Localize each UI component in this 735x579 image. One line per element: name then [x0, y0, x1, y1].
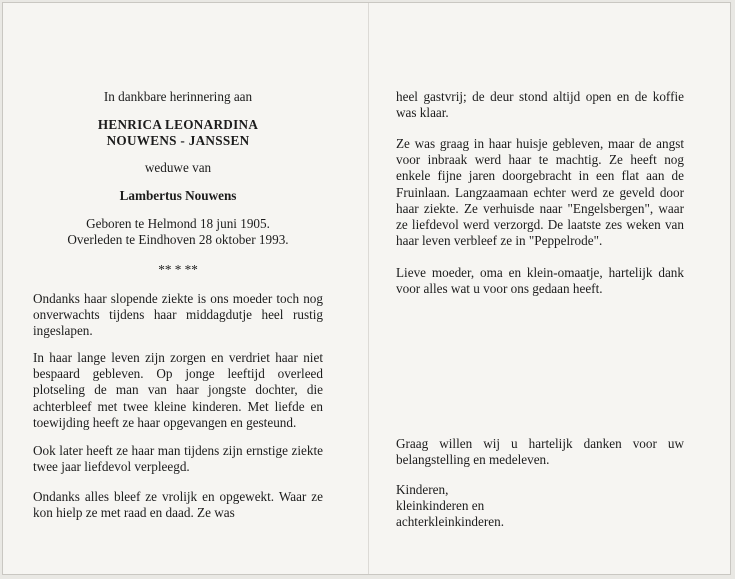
- card-fold-line: [368, 3, 369, 574]
- separator-stars: ** * **: [158, 262, 198, 277]
- signature-line-3: achterkleinkinderen.: [396, 514, 505, 529]
- right-paragraph-1: heel gastvrij; de deur stond altijd open en de koffie was klaar.: [396, 89, 684, 121]
- intro-text: In dankbare herinnering aan: [103, 89, 253, 104]
- signature-line-1: Kinderen,: [396, 482, 449, 497]
- deceased-name-line2: NOUWENS - JANSSEN: [106, 133, 250, 148]
- left-paragraph-3: Ook later heeft ze haar man tijdens zijn ernstige ziekte twee jaar liefdevol verpleegd.: [33, 443, 323, 475]
- left-paragraph-1: Ondanks haar slopende ziekte is ons moeder toch nog onverwachts tijdens haar middagdutje heel rustig ingeslapen.: [33, 291, 323, 339]
- birth-line: Geboren te Helmond 18 juni 1905.: [86, 216, 270, 231]
- widow-of-text: weduwe van: [144, 160, 212, 175]
- deceased-name-line1: HENRICA LEONARDINA: [97, 117, 259, 132]
- memorial-card: [2, 2, 731, 575]
- signature-line-2: kleinkinderen en: [396, 498, 485, 513]
- right-paragraph-2: Ze was graag in haar huisje gebleven, maar de angst voor inbraak werd haar te machtig. Ze heeft nog enkele fijne jaren doorgebracht in een flat aan de Fruinlaan. Langzaamaan echter werd ze geveld door haar ziekte. Ze verhuisde naar "Engelsbergen", waar ze liefdevol werd verzorgd. De laatste zes weken van haar leven verbleef ze in "Peppelrode".: [396, 136, 684, 249]
- death-line: Overleden te Eindhoven 28 oktober 1993.: [67, 232, 289, 247]
- left-paragraph-2: In haar lange leven zijn zorgen en verdriet haar niet bespaard gebleven. Op jonge leeftijd overleed plotseling de man van haar jongste dochter, die achterbleef met twee kleine kinderen. Met liefde en toewijding heeft ze haar opgevangen en gesteund.: [33, 350, 323, 430]
- right-paragraph-3: Lieve moeder, oma en klein-omaatje, hartelijk dank voor alles wat u voor ons gedaan heeft.: [396, 265, 684, 297]
- left-paragraph-4: Ondanks alles bleef ze vrolijk en opgewekt. Waar ze kon hielp ze met raad en daad. Ze was: [33, 489, 323, 521]
- spouse-name: Lambertus Nouwens: [119, 188, 237, 203]
- thanks-paragraph: Graag willen wij u hartelijk danken voor uw belangstelling en medeleven.: [396, 436, 684, 468]
